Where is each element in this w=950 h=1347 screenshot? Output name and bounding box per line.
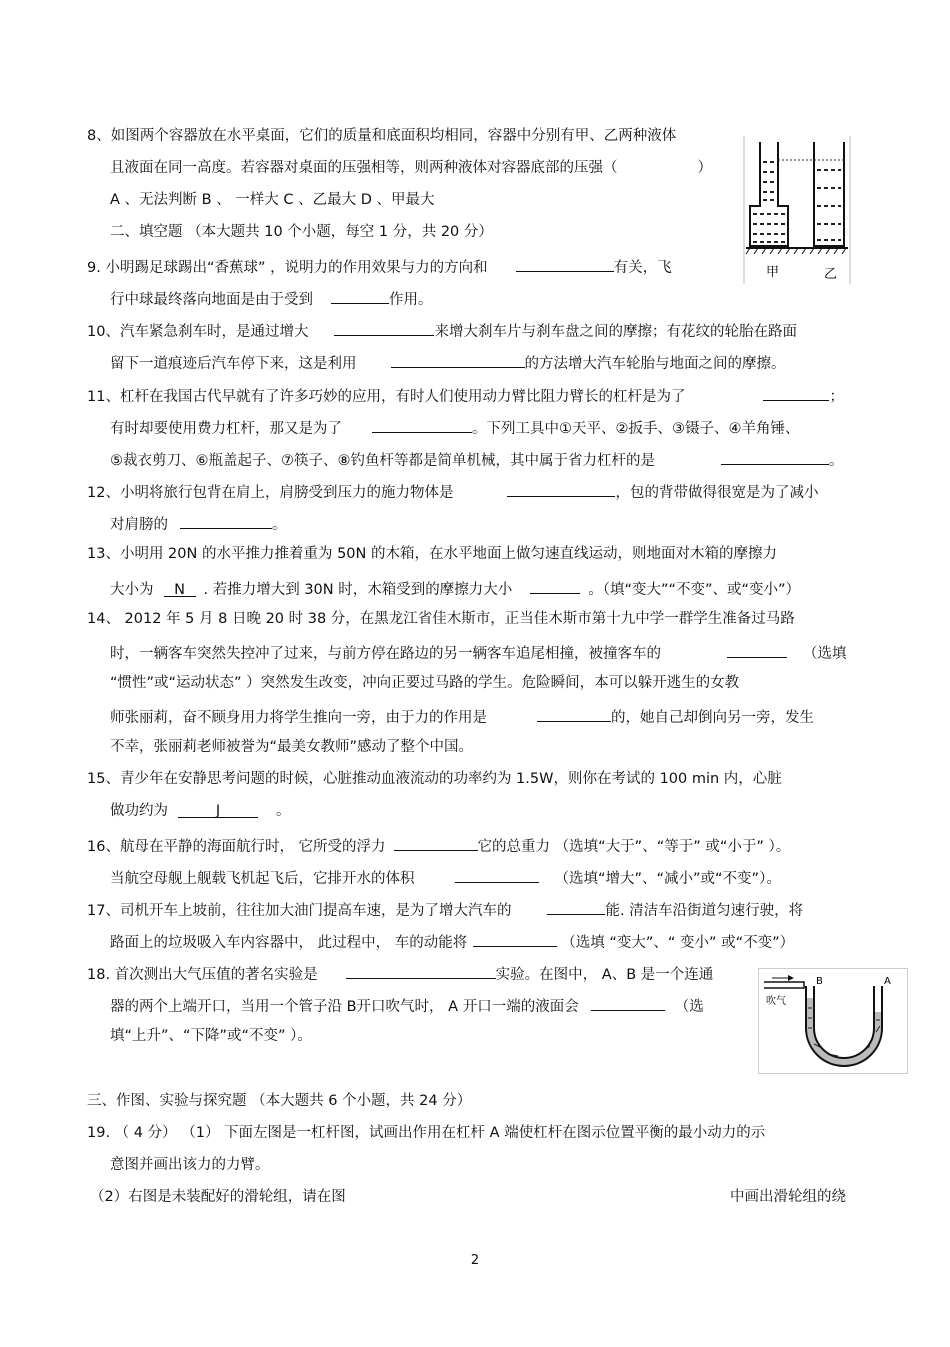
q11-text-b: ； [829, 389, 844, 405]
q11-line1 [87, 384, 844, 407]
page-number: 2 [470, 1253, 480, 1268]
q16-blank-2 [455, 866, 539, 883]
q13-blank-1 [164, 580, 196, 597]
q13-line1: 13、小明用 20N 的水平推力推着重为 50N 的木箱，在水平地面上做匀速直线运动，则地面对木箱的摩擦力 [87, 546, 777, 562]
q8-containers-figure [742, 136, 854, 284]
q10-text-a: 10、汽车紧急刹车时，是通过增大 [87, 324, 309, 340]
q17-line1 [87, 898, 803, 921]
q8-label-jia: 甲 [766, 265, 780, 280]
q16-text-a: 16、航母在平静的海面航行时， 它所受的浮力 [87, 839, 386, 855]
q10-line2 [110, 351, 786, 374]
q14-line3: “惯性”或“运动状态” ）突然发生改变，冲向正要过马路的学生。危险瞬间，本可以躲开逃生的女教 [110, 675, 740, 691]
q11-blank-1 [763, 384, 829, 401]
q11-line3 [110, 448, 844, 471]
q11-text-a: 11、杠杆在我国古代早就有了许多巧妙的应用，有时人们使用动力臂比阻力臂长的杠杆是为了 [87, 389, 686, 405]
q10-line1 [87, 319, 797, 342]
q11-blank-2 [372, 416, 472, 433]
q11-text-e: ⑤裁衣剪刀、⑥瓶盖起子、⑦筷子、⑧钓鱼杆等都是简单机械，其中属于省力杠杆的是 [110, 453, 655, 469]
q18-label-b: B [816, 976, 823, 987]
q10-text-c: 留下一道痕迹后汽车停下来，这是利用 [110, 356, 357, 372]
q14-line5: 不幸，张丽莉老师被誉为“最美女教师”感动了整个中国。 [110, 739, 474, 755]
q16-text-d: （选填“增大”、“减小”或“不变”）。 [554, 871, 781, 887]
q14-text-b: （选填 [803, 646, 847, 662]
q18-text-b: 实验。在图中， A、B 是一个连通 [495, 967, 714, 983]
q13-text-c: 。（填“变大”“不变”、或“变小”） [588, 582, 801, 598]
q15-text-a: 做功约为 [110, 803, 168, 819]
q13-blank-2 [530, 577, 580, 594]
q14-line4 [110, 705, 814, 728]
q17-blank-1 [547, 898, 605, 915]
q17-text-a: 17、司机开车上坡前，往往加大油门提高车速，是为了增大汽车的 [87, 903, 512, 919]
q16-line2 [110, 866, 781, 889]
q18-label-a: A [884, 976, 891, 987]
q18-u-tube-figure [758, 968, 908, 1074]
section-3-heading: 三、作图、实验与探究题 （本大题共 6 个小题，共 24 分） [87, 1093, 472, 1109]
q12-line1 [87, 480, 818, 503]
q12-line2 [110, 512, 287, 535]
q13-text-b: . 若推力增大到 30N 时，木箱受到的摩擦力大小 [203, 582, 513, 598]
q16-text-c: 当航空母舰上舰载飞机起飞后，它排开水的体积 [110, 871, 415, 887]
q12-text-d: 。 [272, 517, 287, 533]
q14-text-a: 时，一辆客车突然失控冲了过来，与前方停在路边的另一辆客车追尾相撞，被撞客车的 [110, 646, 661, 662]
q16-blank-1 [394, 834, 478, 851]
q18-label-blow: 吹气 [766, 996, 786, 1007]
q10-blank-2 [391, 351, 525, 368]
q11-text-c: 有时却要使用费力杠杆，那又是为了 [110, 421, 342, 437]
q12-text-a: 12、小明将旅行包背在肩上，肩膀受到压力的施力物体是 [87, 485, 454, 501]
q15-line2 [110, 801, 291, 821]
q17-line2 [110, 930, 794, 953]
q8-line2 [110, 158, 712, 178]
q9-text-d: 作用。 [389, 292, 433, 308]
q19-line3a: （2）右图是未装配好的滑轮组，请在图 [90, 1189, 346, 1205]
q15-blank [178, 801, 258, 818]
section-2-heading: 二、填空题 （本大题共 10 个小题，每空 1 分，共 20 分） [110, 224, 493, 240]
q9-blank-1 [516, 255, 614, 272]
q14-line1: 14、 2012 年 5 月 8 日晚 20 时 38 分，在黑龙江省佳木斯市，正当佳木斯市第十九中学一群学生准备过马路 [87, 611, 795, 627]
q17-text-b: 能. 清洁车沿街道匀速行驶，将 [605, 903, 804, 919]
q10-text-b: 来增大刹车片与刹车盘之间的摩擦；有花纹的轮胎在路面 [434, 324, 797, 340]
q14-line2 [110, 641, 847, 664]
q13-text-a: 大小为 [110, 582, 154, 598]
q13-line2 [110, 577, 800, 600]
q12-text-b: ，包的背带做得很宽是为了减小 [615, 485, 819, 501]
q8-line1: 8、如图两个容器放在水平桌面，它们的质量和底面积均相同，容器中分别有甲、乙两种液体 [87, 128, 677, 144]
q9-text-c: 行中球最终落向地面是由于受到 [110, 292, 313, 308]
q18-text-a: 18. 首次测出大气压值的著名实验是 [87, 967, 318, 983]
q11-text-d: 。下列工具中①天平、②扳手、③镊子、④羊角锤、 [472, 421, 800, 437]
q18-blank-1 [346, 962, 496, 979]
q14-blank-1 [727, 641, 787, 658]
q15-unit-j: J [215, 803, 221, 819]
q14-text-c: 师张丽莉，奋不顾身用力将学生推向一旁，由于力的作用是 [110, 710, 487, 726]
q11-text-f: 。 [829, 453, 844, 469]
q14-text-d: 的，她自己却倒向另一旁，发生 [611, 710, 814, 726]
q18-text-c: 器的两个上端开口，当用一个管子沿 B开口吹气时， A 开口一端的液面会 [110, 999, 579, 1015]
q15-line1: 15、青少年在安静思考问题的时候，心脏推动血液流动的功率约为 1.5W，则你在考试的 100 min 内，心脏 [87, 771, 782, 787]
q8-line2-text: 且液面在同一高度。若容器对桌面的压强相等，则两种液体对容器底部的压强（ [110, 160, 618, 176]
q13-unit-n: N [174, 582, 185, 598]
q12-text-c: 对肩膀的 [110, 517, 168, 533]
q8-line2-close: ） [697, 160, 712, 176]
q18-line1 [87, 962, 713, 985]
q9-text-b: 有关，飞 [613, 260, 672, 276]
q9-text-a: 9. 小明踢足球踢出“香蕉球” ，说明力的作用效果与力的方向和 [87, 260, 488, 276]
q17-blank-2 [473, 930, 557, 947]
q18-blank-2 [591, 994, 665, 1011]
q19-line3b: 中画出滑轮组的绕 [730, 1189, 846, 1205]
q18-line2 [110, 994, 704, 1017]
q11-blank-3 [721, 448, 829, 465]
q14-blank-2 [537, 705, 611, 722]
q16-text-b: 它的总重力 （选填“大于”、“等于” 或“小于” ）。 [477, 839, 791, 855]
q9-blank-2 [331, 287, 389, 304]
q17-text-c: 路面上的垃圾吸入车内容器中， 此过程中， 车的动能将 [110, 935, 468, 951]
q8-options: A 、无法判断 B 、 一样大 C 、乙最大 D 、甲最大 [110, 192, 435, 208]
q15-text-b: 。 [276, 803, 291, 819]
q12-blank-1 [507, 480, 615, 497]
q11-line2 [110, 416, 800, 439]
q9-line1 [87, 255, 672, 278]
q9-line2 [110, 287, 433, 310]
q19-line1: 19. （ 4 分） （1） 下面左图是一杠杆图，试画出作用在杠杆 A 端使杠杆在图示位置平衡的最小动力的示 [87, 1125, 766, 1141]
q16-line1 [87, 834, 790, 857]
q18-text-d: （选 [674, 999, 704, 1015]
q18-line3: 填“上升”、“下降”或“不变” ）。 [110, 1028, 312, 1044]
q10-blank-1 [334, 319, 434, 336]
q10-text-d: 的方法增大汽车轮胎与地面之间的摩擦。 [524, 356, 786, 372]
q12-blank-2 [180, 512, 272, 529]
q8-label-yi: 乙 [824, 267, 838, 282]
q17-text-d: （选填 “变大”、“ 变小” 或“不变”） [561, 935, 795, 951]
q19-line2: 意图并画出该力的力臂。 [110, 1157, 270, 1173]
